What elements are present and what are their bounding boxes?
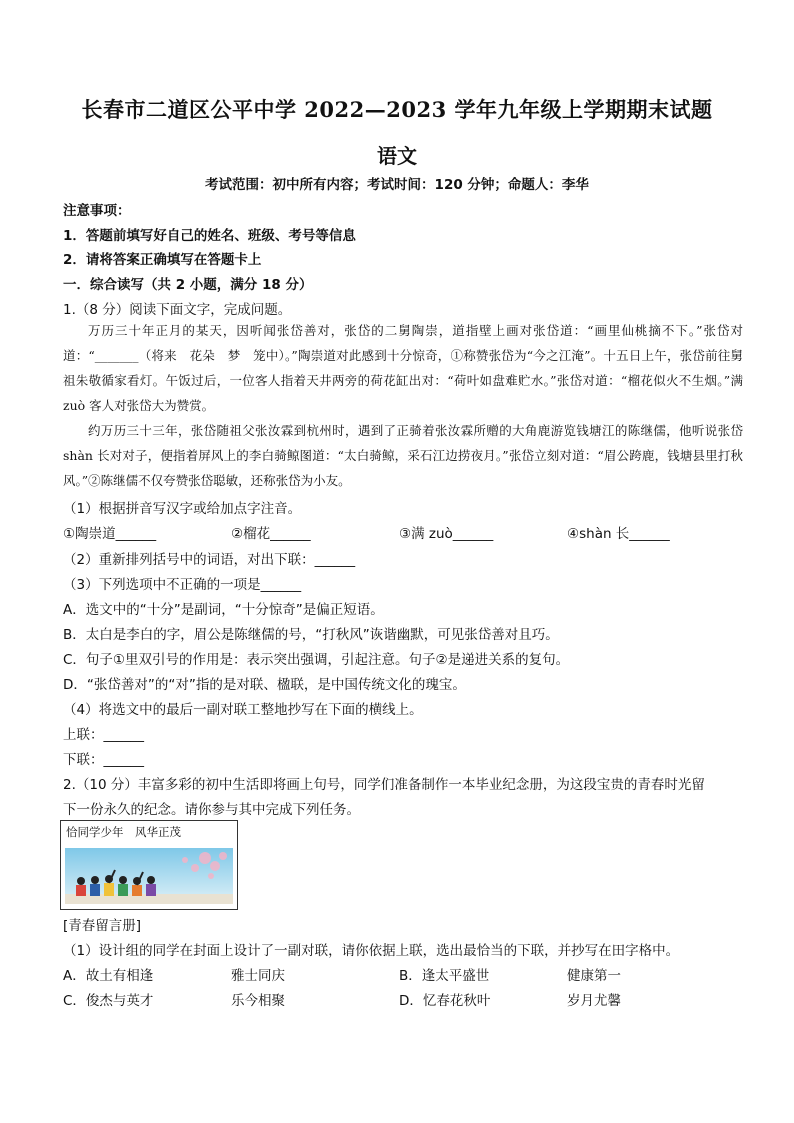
option-d: D．忆春花秋叶 (399, 993, 491, 1009)
page-title: 长春市二道区公平中学 2022—2023 学年九年级上学期期末试题 (81, 97, 713, 122)
section-tag: [青春留言册] (63, 918, 142, 934)
option-b: B．逢太平盛世 (399, 968, 490, 984)
question-1-sub-1: （1）根据拼音写汉字或给加点字注音。 (63, 501, 302, 517)
question-1-stem: 1.（8 分）阅读下面文字，完成问题。 (63, 302, 292, 318)
sub-1-option-4: ④shàn 长______ (567, 526, 670, 542)
choice-b: B．太白是李白的字，眉公是陈继儒的号，“打秋风”诙谐幽默，可见张岱善对且巧。 (63, 627, 559, 643)
question-2-sub-1: （1）设计组的同学在封面上设计了一副对联，请你依据上联，选出最恰当的下联，并抄写在田字格中。 (63, 943, 680, 959)
passage-paragraph-1: 万历三十年正月的某天，因听闻张岱善对，张岱的二舅陶崇，道指壁上画对张岱道：“画里仙桃摘不下。”张岱对道：“_______（将来 花朵 梦 笼中）。”陶崇道对此感到十分惊奇，①称赞张岱为“今之江淹”。十五日上午，张岱前往舅祖朱敬循家看灯。午饭过后，一位客人指着天井两旁的荷花缸出对：“荷叶如盘难贮水。”张岱对道：“榴花似火不生烟。”满 zuò 客人对张岱大为赞赏。 (63, 323, 743, 413)
sub-1-option-2: ②榴花______ (231, 526, 311, 542)
option-b-second: 健康第一 (567, 968, 621, 984)
section-heading: 一．综合读写（共 2 小题，满分 18 分） (63, 277, 313, 293)
question-2-stem-line-2: 下一份永久的纪念。请你参与其中完成下列任务。 (63, 802, 360, 818)
memorial-image (60, 820, 238, 910)
exam-meta: 考试范围：初中所有内容；考试时间：120 分钟；命题人：李华 (205, 177, 589, 193)
option-a-second: 雅士同庆 (231, 968, 285, 984)
choice-a: A．选文中的“十分”是副词，“十分惊奇”是偏正短语。 (63, 602, 384, 618)
sub-1-option-1: ①陶崇道______ (63, 526, 157, 542)
question-1-sub-2: （2）重新排列括号中的词语，对出下联：______ (63, 552, 356, 568)
choice-d: D．“张岱善对”的“对”指的是对联、楹联，是中国传统文化的瑰宝。 (63, 677, 466, 693)
students-illustration (65, 848, 233, 904)
choice-c: C．句子①里双引号的作用是：表示突出强调，引起注意。句子②是递进关系的复句。 (63, 652, 570, 668)
upper-couplet-line: 上联：______ (63, 727, 144, 743)
notice-item-2: 2．请将答案正确填写在答题卡上 (63, 252, 262, 268)
notice-item-1: 1．答题前填写好自己的姓名、班级、考号等信息 (63, 228, 356, 244)
option-a: A．故土有相逢 (63, 968, 154, 984)
sub-1-option-3: ③满 zuò______ (399, 526, 494, 542)
option-c-second: 乐今相聚 (231, 993, 285, 1009)
question-2-stem-line-1: 2.（10 分）丰富多彩的初中生活即将画上句号，同学们准备制作一本毕业纪念册，为这段宝贵的青春时光留 (63, 777, 705, 793)
lower-couplet-line: 下联：______ (63, 752, 144, 768)
question-1-sub-3: （3）下列选项中不正确的一项是______ (63, 577, 302, 593)
subject-title: 语文 (377, 144, 417, 168)
question-1-sub-4: （4）将选文中的最后一副对联工整地抄写在下面的横线上。 (63, 702, 423, 718)
option-c: C．俊杰与英才 (63, 993, 154, 1009)
option-d-second: 岁月尤馨 (567, 993, 621, 1009)
passage-paragraph-2: 约万历三十三年，张岱随祖父张汝霖到杭州时，遇到了正骑着张汝霖所赠的大角鹿游览钱塘江的陈继儒，他听说张岱 shàn 长对对子，便指着屏风上的李白骑鲸图道：“太白骑鲸，采石江边捞夜月。”张岱立刻对道：“眉公跨鹿，钱塘县里打秋风。”②陈继儒不仅夸赞张岱聪敏，还称张岱为小友。 (63, 423, 743, 488)
image-caption: 恰同学少年 风华正茂 (66, 825, 181, 839)
notice-heading: 注意事项： (63, 203, 131, 219)
